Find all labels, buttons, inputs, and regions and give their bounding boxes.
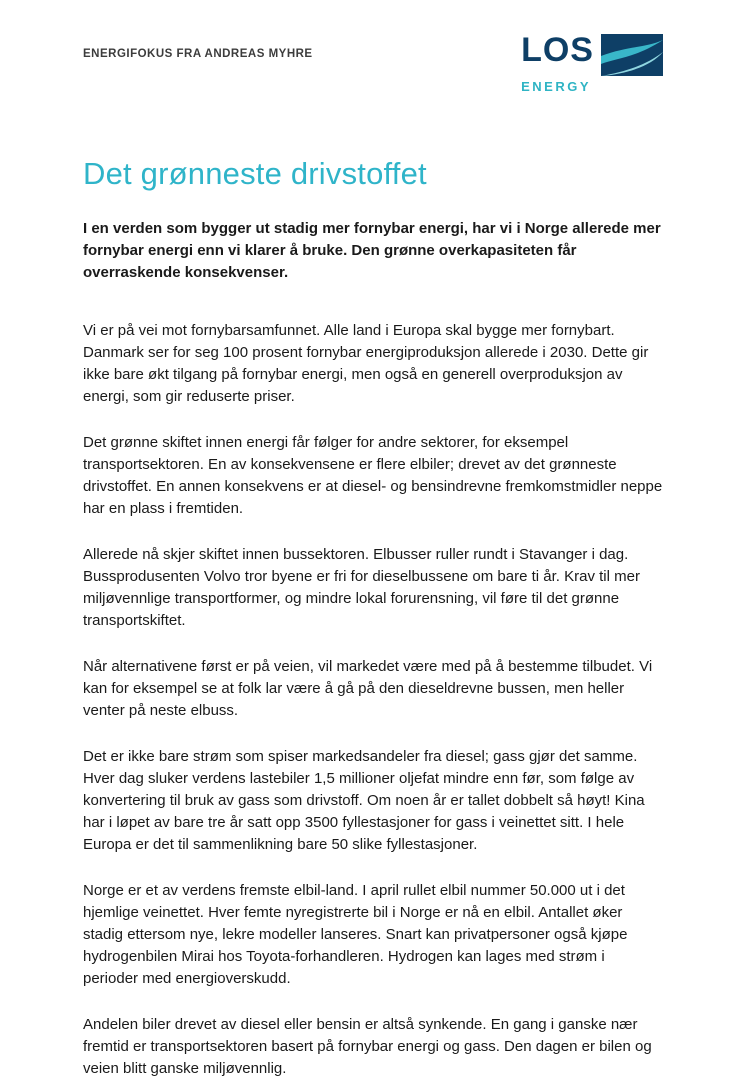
article-paragraph: Andelen biler drevet av diesel eller bensin er altså synkende. En gang i ganske nær fremtid er transportsektoren basert på fornybar energi og gass. Den dagen er bilen og veien blitt ganske miljøvennlig. — [83, 1016, 652, 1077]
logo-top-row — [521, 31, 663, 76]
logo-los-text: LOS — [521, 31, 594, 69]
article-paragraph: Vi er på vei mot fornybarsamfunnet. Alle land i Europa skal bygge mer fornybart. Danmark ser for seg 100 prosent fornybar energiproduksjon allerede i 2030. Dette gir ikke bare økt tilgang på fornybar energi, men også en generell overproduksjon av energi, som gir reduserte priser. — [83, 322, 649, 405]
article-paragraph: Allerede nå skjer skiftet innen bussektoren. Elbusser ruller rundt i Stavanger i dag. Bussprodusenten Volvo tror byene er fri for dieselbussene om bare ti år. Krav til mer miljøvennlige transportformer, og mindre lokal forurensning, vil føre til det grønne transportskiftet. — [83, 546, 640, 629]
page-title: Det grønneste drivstoffet — [83, 156, 427, 191]
article-paragraph: Det er ikke bare strøm som spiser markedsandeler fra diesel; gass gjør det samme. Hver dag sluker verdens lastebiler 1,5 millioner oljefat mindre enn før, som følge av konvertering til bruk av gass som drivstoff. Om noen år er tallet dobbelt så høyt! Kina har i løpet av bare tre år satt opp 3500 fyllestasjoner for gass i veinettet sitt. I hele Europa er det til sammenlikning bare 50 slike fyllestasjoner. — [83, 748, 645, 853]
page-header — [83, 31, 663, 94]
article-paragraph: Norge er et av verdens fremste elbil-land. I april rullet elbil nummer 50.000 ut i det hjemlige veinettet. Hver femte nyregistrerte bil i Norge er nå en elbil. Antallet øker stadig ettersom nye, lekre modeller lanseres. Snart kan privatpersoner også kjøpe hydrogenbilen Mirai hos Toyota-forhandleren. Hydrogen kan lages med strøm i perioder med energioverskudd. — [83, 882, 628, 987]
logo-wave-icon — [601, 34, 663, 76]
header-kicker: ENERGIFOKUS FRA ANDREAS MYHRE — [83, 48, 313, 60]
article-paragraph: Det grønne skiftet innen energi får følger for andre sektorer, for eksempel transportsektoren. En av konsekvensene er flere elbiler; drevet av det grønneste drivstoffet. En annen konsekvens er at diesel- og bensindrevne fremkomstmidler neppe har en plass i fremtiden. — [83, 434, 663, 517]
article-paragraph: Når alternativene først er på veien, vil markedet være med på å bestemme tilbudet. Vi kan for eksempel se at folk lar være å gå på den dieseldrevne bussen, men heller venter på neste elbuss. — [83, 658, 653, 719]
article-body — [83, 320, 663, 1080]
logo-energy-text: ENERGY — [521, 79, 591, 94]
los-energy-logo — [521, 31, 663, 94]
article-lead: I en verden som bygger ut stadig mer fornybar energi, har vi i Norge allerede mer fornybar energi enn vi klarer å bruke. Den grønne overkapasiteten får overraskende konsekvenser. — [83, 220, 661, 281]
